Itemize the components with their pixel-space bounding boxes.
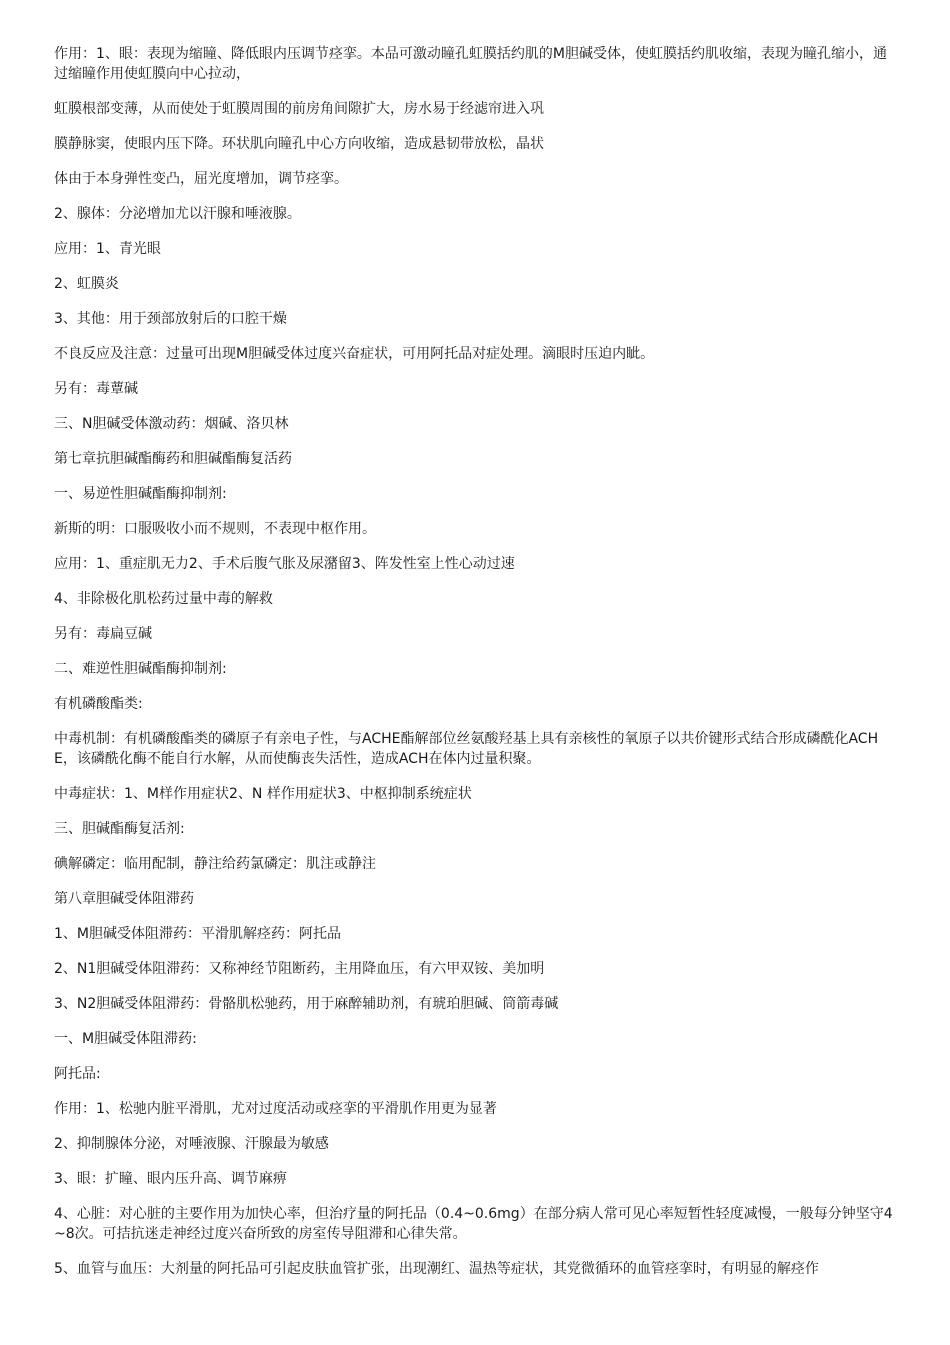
paragraph: 2、虹膜炎: [54, 276, 119, 292]
paragraph: 一、M胆碱受体阻滞药:: [54, 1031, 197, 1047]
paragraph: 4、心脏：对心脏的主要作用为加快心率，但治疗量的阿托品（0.4~0.6mg）在部分病人常可见心率短暂性轻度减慢，一般每分钟坚守4~8次。可拮抗迷走神经过度兴奋所致的房室传导阻滞和心律失常。: [54, 1206, 893, 1242]
paragraph: 3、其他：用于颈部放射后的口腔干燥: [54, 311, 287, 327]
paragraph: 新斯的明：口服吸收小而不规则，不表现中枢作用。: [54, 521, 376, 537]
paragraph: 阿托品:: [54, 1066, 101, 1082]
paragraph: 作用：1、松驰内脏平滑肌，尤对过度活动或痉挛的平滑肌作用更为显著: [54, 1101, 497, 1117]
paragraph: 2、抑制腺体分泌，对唾液腺、汗腺最为敏感: [54, 1136, 329, 1152]
paragraph: 应用：1、青光眼: [54, 241, 161, 257]
paragraph: 中毒症状：1、M样作用症状2、N 样作用症状3、中枢抑制系统症状: [54, 786, 472, 802]
chapter-heading: 第八章胆碱受体阻滞药: [54, 891, 194, 907]
paragraph: 4、非除极化肌松药过量中毒的解救: [54, 591, 273, 607]
chapter-heading: 第七章抗胆碱酯酶药和胆碱酯酶复活药: [54, 451, 292, 467]
paragraph: 2、腺体：分泌增加尤以汗腺和唾液腺。: [54, 206, 301, 222]
paragraph: 2、N1胆碱受体阻滞药：又称神经节阻断药，主用降血压，有六甲双铵、美加明: [54, 961, 545, 977]
paragraph: 1、M胆碱受体阻滞药：平滑肌解痉药：阿托品: [54, 926, 341, 942]
paragraph: 不良反应及注意：过量可出现M胆碱受体过度兴奋症状，可用阿托品对症处理。滴眼时压迫内眦。: [54, 346, 655, 362]
paragraph: 体由于本身弹性变凸，屈光度增加，调节痉挛。: [54, 171, 348, 187]
paragraph: 三、胆碱酯酶复活剂:: [54, 821, 185, 837]
paragraph: 有机磷酸酯类:: [54, 696, 143, 712]
paragraph: 应用：1、重症肌无力2、手术后腹气胀及尿潴留3、阵发性室上性心动过速: [54, 556, 515, 572]
paragraph: 作用：1、眼：表现为缩瞳、降低眼内压调节痉挛。本品可激动瞳孔虹膜括约肌的M胆碱受体，使虹膜括约肌收缩，表现为瞳孔缩小，通过缩瞳作用使虹膜向中心拉动，: [54, 46, 887, 82]
paragraph: 一、易逆性胆碱酯酶抑制剂:: [54, 486, 227, 502]
paragraph: 另有：毒扁豆碱: [54, 626, 152, 642]
paragraph: 3、眼：扩瞳、眼内压升高、调节麻痹: [54, 1171, 287, 1187]
paragraph: 膜静脉窦，使眼内压下降。环状肌向瞳孔中心方向收缩，造成悬韧带放松，晶状: [54, 136, 544, 152]
paragraph: 5、血管与血压：大剂量的阿托品可引起皮肤血管扩张，出现潮红、温热等症状，其党微循环的血管痉挛时，有明显的解痉作: [54, 1261, 819, 1277]
paragraph: 碘解磷定：临用配制，静注给药氯磷定：肌注或静注: [54, 856, 376, 872]
paragraph: 中毒机制：有机磷酸酯类的磷原子有亲电子性，与ACHE酯解部位丝氨酸羟基上具有亲核性的氧原子以共价键形式结合形成磷酰化ACHE，该磷酰化酶不能自行水解，从而使酶丧失活性，造成ACH在体内过量积聚。: [54, 731, 879, 767]
paragraph: 3、N2胆碱受体阻滞药：骨骼肌松驰药，用于麻醉辅助剂，有琥珀胆碱、筒箭毒碱: [54, 996, 559, 1012]
paragraph: 三、N胆碱受体激动药：烟碱、洛贝林: [54, 416, 289, 432]
paragraph: 另有：毒蕈碱: [54, 381, 138, 397]
paragraph: 二、难逆性胆碱酯酶抑制剂:: [54, 661, 227, 677]
paragraph: 虹膜根部变薄，从而使处于虹膜周围的前房角间隙扩大，房水易于经滤帘进入巩: [54, 101, 544, 117]
